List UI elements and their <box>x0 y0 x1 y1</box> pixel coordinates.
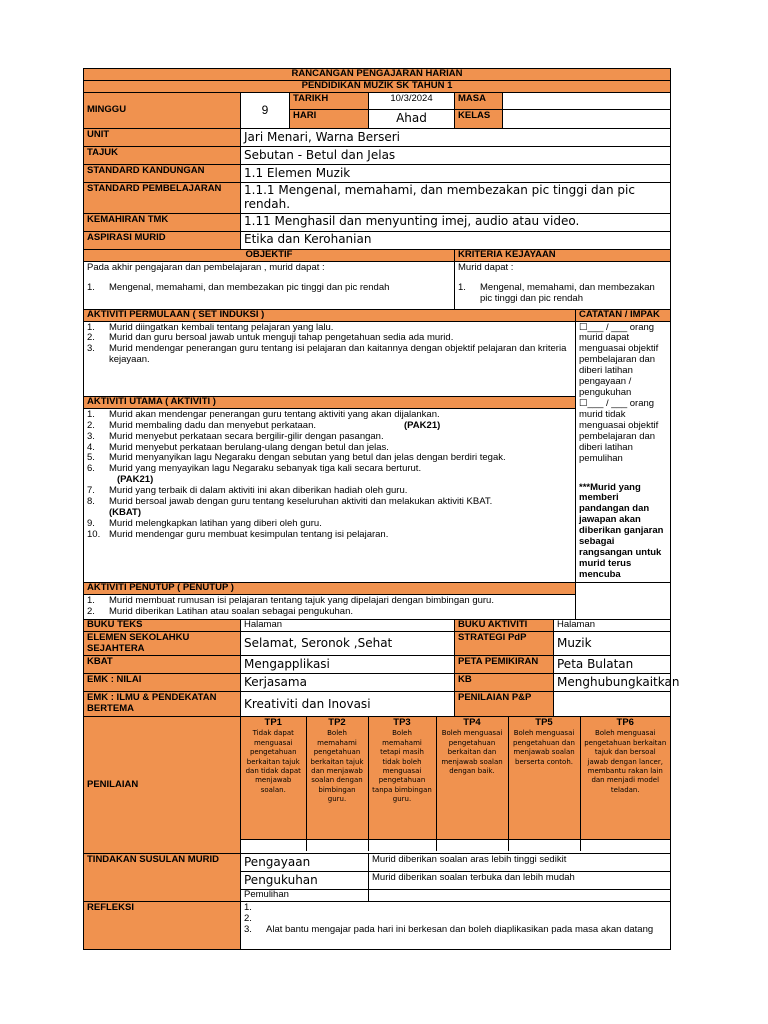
pemulihan-label: Pemulihan <box>241 890 369 902</box>
kriteria-intro: Murid dapat : <box>458 261 514 273</box>
objektif-intro: Pada akhir pengajaran dan pembelajaran , murid dapat : <box>87 261 325 273</box>
catatan-content <box>576 321 671 582</box>
list-item: 9. Murid melengkapkan latihan yang diberi oleh guru. <box>87 518 322 530</box>
list-item: 2. Murid dan guru bersoal jawab untuk menguji tahap pengetahuan sedia ada murid. <box>87 332 454 344</box>
tp1-desc: Tidak dapat menguasai pengetahuan berkaitan tajuk dan tidak dapat menjawab soalan. <box>245 729 301 794</box>
refleksi-list <box>244 903 667 936</box>
objektif-list <box>87 283 451 294</box>
list-item: 1. Murid diingatkan kembali tentang pelajaran yang lalu. <box>87 321 334 333</box>
penilaian-pp-value <box>554 692 671 717</box>
tp2-mark[interactable] <box>306 839 368 851</box>
tp6-heading: TP6 <box>616 717 634 729</box>
kelas-label: KELAS <box>455 110 503 129</box>
utama-content <box>84 408 576 582</box>
aspirasi-murid-label: ASPIRASI MURID <box>84 231 241 249</box>
list-item: 6. Murid yang menyayikan lagu Negaraku sebanyak tiga kali secara berturut. <box>87 463 422 475</box>
list-item: 5. Murid menyanyikan lagu Negaraku dengan sebutan yang betul dan jelas dengan berdiri tegak. <box>87 452 506 464</box>
peta-value: Peta Bulatan <box>554 656 671 674</box>
penutup-list <box>87 596 572 618</box>
aspirasi-murid-value: Etika dan Kerohanian <box>241 231 671 249</box>
pengayaan-value: Murid diberikan soalan aras lebih tinggi sedikit <box>369 854 671 872</box>
tajuk-label: TAJUK <box>84 147 241 165</box>
tp2-cell <box>306 717 368 839</box>
tp6-desc: Boleh menguasai pengetahuan berkaitan tajuk dan bersoal jawab dengan lancer, membantu rakan lain dan menjadi model teladan. <box>584 729 667 794</box>
kriteria-label: KRITERIA KEJAYAAN <box>455 249 671 261</box>
refleksi-label: REFLEKSI <box>84 902 241 950</box>
list-item: 8. Murid bersoal jawab dengan guru tentang keseluruhan aktiviti dan melakukan aktiviti KBAT. <box>87 496 493 508</box>
tp3-desc: Boleh memahami tetapi masih tidak boleh menguasai pengetahuan tanpa bimbingan guru. <box>372 729 432 804</box>
masa-label: MASA <box>455 93 503 110</box>
masa-value <box>503 93 671 110</box>
elemen-label: ELEMEN SEKOLAHKU SEJAHTERA <box>84 631 241 656</box>
pemulihan-value <box>369 890 671 902</box>
kemahiran-tmk-label: KEMAHIRAN TMK <box>84 213 241 231</box>
header-title-2: PENDIDIKAN MUZIK SK TAHUN 1 <box>84 81 671 93</box>
pak21-tag: (PAK21) <box>404 419 441 431</box>
unit-value: Jari Menari, Warna Berseri <box>241 129 671 147</box>
utama-list <box>87 410 572 541</box>
tp4-heading: TP4 <box>463 717 481 729</box>
standard-kandungan-label: STANDARD KANDUNGAN <box>84 165 241 183</box>
tp5-heading: TP5 <box>535 717 553 729</box>
permulaan-list <box>87 323 572 367</box>
objektif-content <box>84 261 455 309</box>
peta-label: PETA PEMIKIRAN <box>455 656 554 674</box>
buku-aktiviti-label: BUKU AKTIVITI <box>455 619 554 631</box>
tp1-cell <box>241 717 306 839</box>
tp5-desc: Boleh menguasai pengetahuan dan menjawab soalan berserta contoh. <box>513 729 575 766</box>
emk-nilai-value: Kerjasama <box>241 674 455 692</box>
kbat-tag: (KBAT) <box>109 507 142 519</box>
lesson-plan-sheet <box>83 68 680 950</box>
penilaian-pp-label: PENILAIAN P&P <box>455 692 554 717</box>
list-item: 3. Murid mendengar penerangan guru tentang isi pelajaran dan kaitannya dengan objektif pelajaran dan kriteria kejayaan. <box>87 343 567 366</box>
penilaian-content <box>241 717 671 854</box>
list-item: 2. <box>244 913 252 925</box>
standard-pembelajaran-value: 1.1.1 Mengenal, memahami, dan membezakan pic tinggi dan pic rendah. <box>241 183 671 214</box>
pak21-tag: (PAK21) <box>117 474 154 486</box>
tp3-heading: TP3 <box>393 717 411 729</box>
emk-ilmu-label: EMK : ILMU & PENDEKATAN BERTEMA <box>84 692 241 717</box>
list-item: 1. <box>244 902 252 914</box>
kriteria-content <box>455 261 671 309</box>
list-item: 10. Murid mendengar guru membuat kesimpulan tentang isi pelajaran. <box>87 528 389 540</box>
catatan-line-2: ☐___ / ___ orang murid tidak menguasai objektif pembelajaran dan diberi latihan pemulihan <box>579 397 659 464</box>
buku-teks-label: BUKU TEKS <box>84 619 241 631</box>
tp3-cell <box>368 717 436 839</box>
kelas-value <box>503 110 671 129</box>
tarikh-label: TARIKH <box>290 93 369 110</box>
kriteria-list <box>458 283 667 305</box>
lesson-plan-table <box>83 68 680 950</box>
utama-label: AKTIVITI UTAMA ( AKTIVITI ) <box>84 396 576 408</box>
tp4-cell <box>436 717 508 839</box>
list-item: 2. Murid diberikan Latihan atau soalan sebagai pengukuhan. <box>87 605 354 617</box>
elemen-value: Selamat, Seronok ,Sehat <box>241 631 455 656</box>
tindakan-label: TINDAKAN SUSULAN MURID <box>84 854 241 902</box>
penilaian-label: PENILAIAN <box>84 717 241 854</box>
tp5-mark[interactable] <box>508 839 580 851</box>
emk-ilmu-value: Kreativiti dan Inovasi <box>241 692 455 717</box>
tp5-cell <box>508 717 580 839</box>
kriteria-item: Mengenal, memahami, dan membezakan pic tinggi dan pic rendah <box>480 282 655 305</box>
list-item: 2. Murid membaling dadu dan menyebut perkataan. (PAK21) <box>87 419 441 431</box>
header-title-1: RANCANGAN PENGAJARAN HARIAN <box>84 69 671 81</box>
refleksi-content <box>241 902 671 950</box>
tp2-desc: Boleh memahami pengetahuan berkaitan tajuk dan menjawab soalan dengan bimbingan guru. <box>310 729 364 804</box>
standard-kandungan-value: 1.1 Elemen Muzik <box>241 165 671 183</box>
catatan-note: ***Murid yang memberi pandangan dan jawapan akan diberikan ganjaran sebagai rangsangan untuk murid terus mencuba <box>579 481 664 580</box>
kb-label: KB <box>455 674 554 692</box>
list-item: 4. Murid menyebut perkataan berulang-ulang dengan betul dan jelas. <box>87 441 389 453</box>
tajuk-value: Sebutan - Betul dan Jelas <box>241 147 671 165</box>
list-item: 7. Murid yang terbaik di dalam aktiviti ini akan diberikan hadiah oleh guru. <box>87 485 408 497</box>
standard-pembelajaran-label: STANDARD PEMBELAJARAN <box>84 183 241 214</box>
catatan-spacer <box>576 582 671 619</box>
kbat-value: Mengapplikasi <box>241 656 455 674</box>
tp1-mark[interactable] <box>241 839 306 851</box>
strategi-value: Muzik <box>554 631 671 656</box>
list-item: 1. Murid akan mendengar penerangan guru tentang aktiviti yang akan dijalankan. <box>87 408 440 420</box>
objektif-item: Mengenal, memahami, dan membezakan pic tinggi dan pic rendah <box>109 282 390 294</box>
list-item: 1. Mengenal, memahami, dan membezakan pic tinggi dan pic rendah <box>458 283 667 305</box>
tp6-cell <box>580 717 670 839</box>
permulaan-content <box>84 321 576 396</box>
emk-nilai-label: EMK : NILAI <box>84 674 241 692</box>
tp3-mark[interactable] <box>368 839 436 851</box>
minggu-value: 9 <box>241 93 290 129</box>
tarikh-value: 10/3/2024 <box>369 93 455 110</box>
pengukuhan-value: Murid diberikan soalan terbuka dan lebih mudah <box>369 872 671 890</box>
list-item: 3. Alat bantu mengajar pada hari ini berkesan dan boleh diaplikasikan pada masa akan datang <box>244 924 654 936</box>
tp-table <box>241 717 670 851</box>
list-item: 3. Murid menyebut perkataan secara bergilir-gilir dengan pasangan. <box>87 430 384 442</box>
minggu-label: MINGGU <box>84 93 241 129</box>
buku-aktiviti-value: Halaman <box>554 619 671 631</box>
list-item: 1. Mengenal, memahami, dan membezakan pic tinggi dan pic rendah <box>87 282 390 294</box>
pengukuhan-label: Pengukuhan <box>241 872 369 890</box>
strategi-label: STRATEGI PdP <box>455 631 554 656</box>
penutup-content <box>84 594 576 619</box>
kemahiran-tmk-value: 1.11 Menghasil dan menyunting imej, audio atau video. <box>241 213 671 231</box>
tp6-mark[interactable] <box>580 839 670 851</box>
kb-value: Menghubungkaitkan <box>554 674 671 692</box>
catatan-line-1: ☐___ / ___ orang murid dapat menguasai objektif pembelajaran dan diberi latihan pengayaan / pengukuhan <box>579 321 659 399</box>
tp4-mark[interactable] <box>436 839 508 851</box>
list-item: 1. Murid membuat rumusan isi pelajaran tentang tajuk yang dipelajari dengan bimbingan guru. <box>87 594 494 606</box>
permulaan-label: AKTIVITI PERMULAAN ( SET INDUKSI ) <box>84 309 576 321</box>
buku-teks-value: Halaman <box>241 619 455 631</box>
unit-label: UNIT <box>84 129 241 147</box>
penutup-label: AKTIVITI PENUTUP ( PENUTUP ) <box>84 582 576 594</box>
hari-label: HARI <box>290 110 369 129</box>
tp4-desc: Boleh menguasai pengetahuan berkaitan dan menjawab soalan dengan baik. <box>441 729 503 775</box>
tp2-heading: TP2 <box>328 717 346 729</box>
objektif-label: OBJEKTIF <box>84 249 455 261</box>
pengayaan-label: Pengayaan <box>241 854 369 872</box>
tp1-heading: TP1 <box>264 717 282 729</box>
hari-value: Ahad <box>369 110 455 129</box>
kbat-label: KBAT <box>84 656 241 674</box>
catatan-label: CATATAN / IMPAK <box>576 309 671 321</box>
